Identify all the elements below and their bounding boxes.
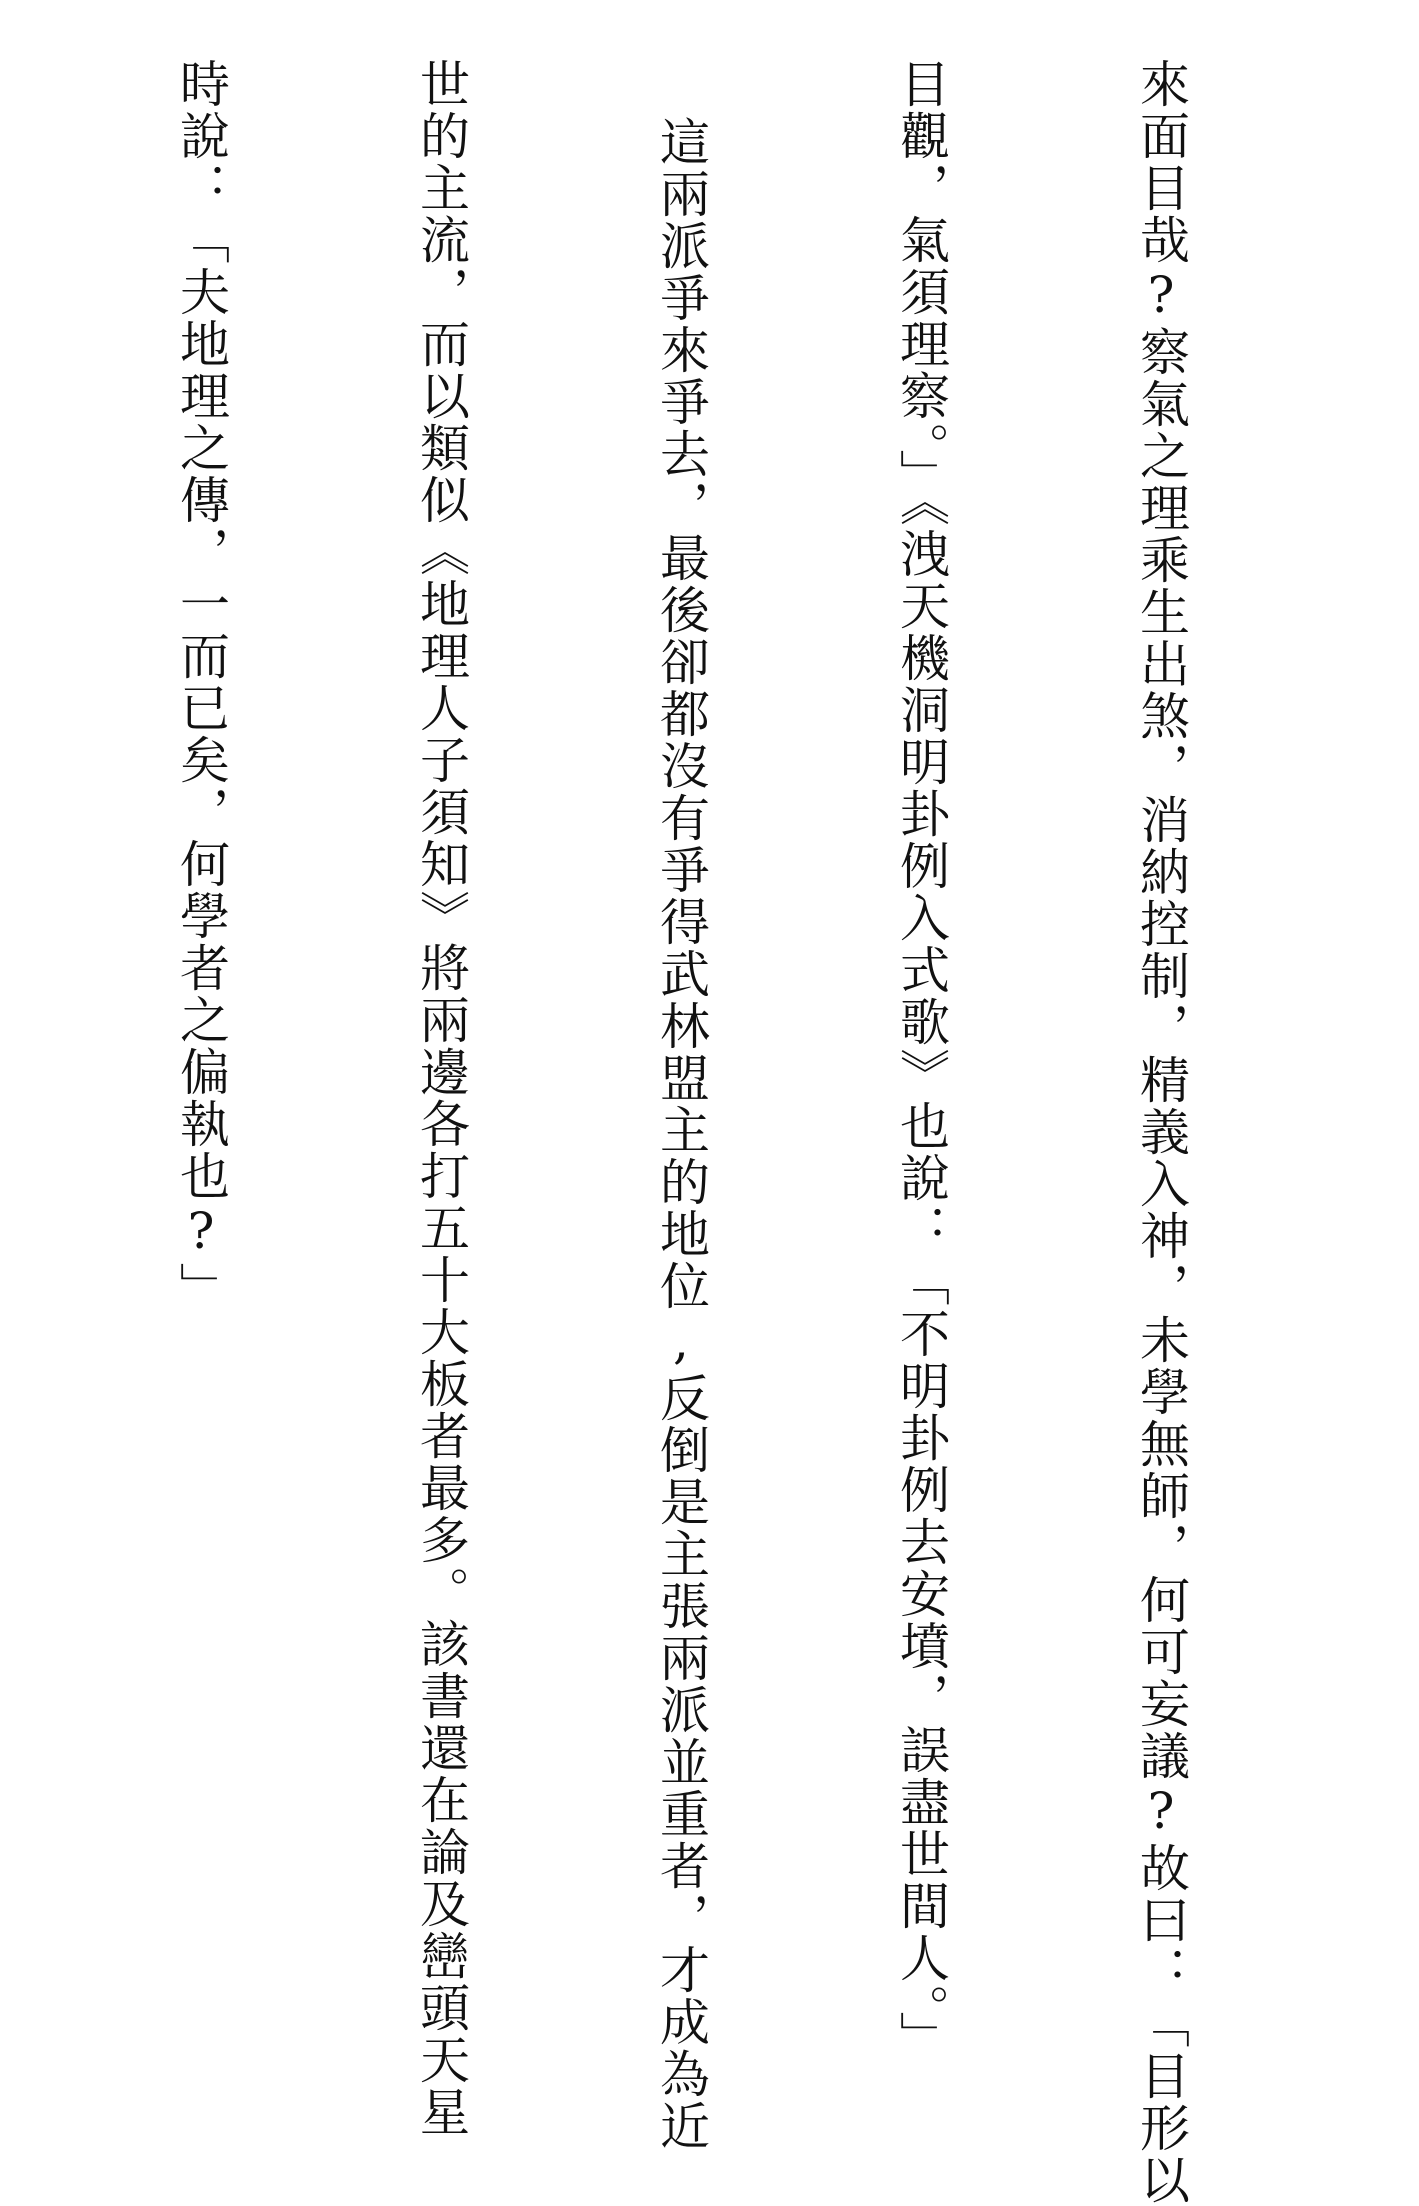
text-column: 世的主流，而以類似《地理人子須知》將兩邊各打五十大板者最多。該書還在論及巒頭天星 xyxy=(412,58,470,2138)
text-column: 時說：「夫地理之傳，一而已矣，何學者之偏執也?」 xyxy=(172,58,230,1314)
text-column: 目觀，氣須理察。」《洩天機洞明卦例入式歌》也說：「不明卦例去安墳，誤盡世間人。」 xyxy=(892,58,950,2063)
text-column: 這兩派爭來爭去，最後卻都沒有爭得武林盟主的地位,反倒是主張兩派並重者，才成為近 xyxy=(652,116,710,2152)
vertical-text-body xyxy=(0,58,1361,2206)
text-column: 來面目哉?察氣之理乘生出煞，消納控制，精義入神，未學無師，何可妄議?故曰：「目形以 xyxy=(1132,58,1190,2206)
text-column xyxy=(0,58,1,2018)
